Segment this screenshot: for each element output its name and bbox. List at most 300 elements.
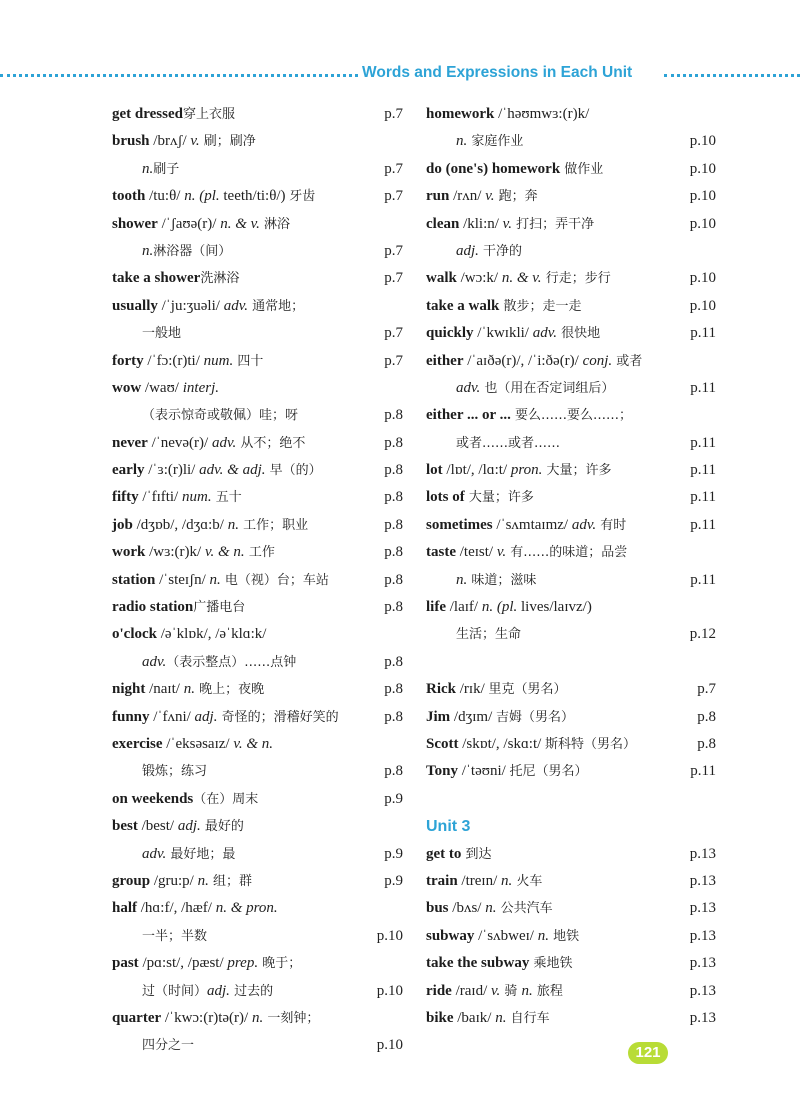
page-ref: p.12	[689, 626, 716, 643]
chinese-meaning: 通常地；	[247, 298, 305, 314]
phonetic: /əˈklɒk/, /əˈklɑ:k/	[157, 626, 267, 643]
chinese-meaning: 家庭作业	[467, 134, 524, 150]
headword: night	[112, 681, 146, 698]
headword: early	[112, 462, 145, 479]
phonetic: /lɒt/, /lɑ:t/	[442, 462, 511, 479]
chinese-meaning: 斯科特（男名）	[545, 736, 637, 752]
entry-text	[112, 457, 322, 484]
headword: o'clock	[112, 626, 157, 643]
entry-text	[112, 1005, 319, 1032]
chinese-meaning: 洗淋浴	[200, 271, 240, 287]
page-ref: p.8	[384, 653, 403, 670]
part-of-speech: num.	[181, 489, 212, 506]
phonetic: /dʒɪm/	[450, 708, 496, 725]
page-ref: p.10	[376, 982, 403, 999]
phonetic: /raɪd/	[451, 982, 491, 999]
entry-text	[426, 731, 636, 758]
chinese-meaning: 一半；半数	[142, 928, 208, 944]
page-ref: p.8	[384, 516, 403, 533]
part-of-speech: adv.	[211, 434, 237, 451]
chinese-meaning: 大量；许多	[542, 463, 612, 479]
entry-text	[426, 539, 627, 566]
entry-text	[426, 868, 542, 895]
part-of-speech: n.	[521, 982, 533, 999]
phonetic: /treɪn/	[457, 872, 501, 889]
chinese-meaning: 晚上；夜晚	[194, 682, 265, 698]
chinese-meaning: 地铁	[548, 928, 580, 944]
chinese-meaning: 电（视）台；车站	[220, 572, 329, 588]
headword: bus	[426, 900, 449, 917]
page-ref: p.10	[689, 270, 716, 287]
phonetic: /waʊ/	[141, 379, 183, 396]
phonetic: /ˈsʌmtaɪmz/	[492, 516, 572, 533]
headword: either ... or ...	[426, 407, 511, 424]
entry-text	[112, 895, 278, 922]
chinese-meaning: 做作业	[560, 161, 604, 177]
entry-text	[456, 430, 560, 457]
entry-text	[112, 704, 339, 731]
page-ref: p.8	[384, 571, 403, 588]
entry-text	[112, 786, 258, 813]
headword: do (one's) homework	[426, 160, 561, 177]
headword: Scott	[426, 735, 459, 752]
headword: ride	[426, 982, 452, 999]
chinese-meaning: 从不；绝不	[236, 435, 306, 451]
part-of-speech: n. & v.	[501, 270, 542, 287]
headword: brush	[112, 133, 150, 150]
entry-line	[112, 758, 403, 785]
headword: forty	[112, 352, 144, 369]
part-of-speech: v.	[502, 215, 512, 232]
phonetic: /ˈhəʊmwɜ:(r)k/	[494, 106, 590, 122]
chinese-meaning: 刷子	[153, 161, 180, 177]
entry-line	[112, 238, 403, 265]
phonetic: /ˈfʌni/	[149, 708, 195, 725]
entry-text	[142, 758, 207, 785]
page-ref: p.8	[384, 681, 403, 698]
entry-text	[142, 238, 231, 265]
entry-text	[142, 978, 273, 1005]
entry-text	[426, 950, 573, 977]
entry-text	[112, 950, 301, 977]
part-of-speech: interj.	[182, 379, 219, 396]
phonetic: /rɪk/	[456, 681, 489, 698]
headword: lot	[426, 462, 443, 479]
entry-text	[112, 676, 264, 703]
entry-text	[112, 375, 219, 402]
headword: work	[112, 544, 146, 561]
part-of-speech: adv.	[571, 516, 597, 533]
entry-text	[426, 211, 594, 238]
headword: radio station	[112, 599, 194, 616]
phonetic: /ˈaɪðə(r)/, /ˈi:ðə(r)/	[463, 352, 583, 369]
header-dotted-rule-right	[664, 74, 800, 77]
entry-line	[112, 101, 403, 128]
entry-text	[426, 156, 603, 183]
chinese-meaning: 也（用在否定词组后）	[480, 380, 615, 396]
entry-text	[426, 841, 492, 868]
headword: shower	[112, 215, 158, 232]
phonetic: /baɪk/	[453, 1009, 496, 1026]
page-ref: p.11	[690, 325, 716, 342]
chinese-meaning: 公共汽车	[496, 901, 553, 917]
chinese-meaning: 最好的	[200, 819, 244, 835]
page-ref: p.13	[689, 872, 716, 889]
phonetic: /teɪst/	[456, 544, 497, 561]
entry-text	[426, 758, 588, 785]
page-ref: p.10	[376, 1037, 403, 1054]
page-ref: p.10	[689, 297, 716, 314]
chinese-meaning: 很快地	[557, 326, 601, 342]
entry-text	[426, 1005, 550, 1032]
phonetic: /hɑ:f/, /hæf/	[137, 900, 216, 917]
page-ref: p.13	[689, 845, 716, 862]
entry-line	[112, 293, 403, 320]
part-of-speech: n. & pron.	[215, 900, 278, 917]
page-ref: p.8	[384, 489, 403, 506]
headword: bike	[426, 1009, 454, 1026]
entry-text	[112, 621, 266, 648]
page-ref: p.10	[376, 927, 403, 944]
part-of-speech: n.	[485, 900, 497, 917]
entry-line	[112, 183, 403, 210]
part-of-speech: n.	[251, 1009, 264, 1026]
chinese-meaning: 有……的味道；品尝	[506, 545, 628, 561]
headword: Jim	[426, 708, 451, 725]
entry-text	[426, 484, 534, 511]
entry-line	[426, 375, 716, 402]
plural-form: teeth/ti:θ/)	[219, 188, 290, 205]
phonetic: /best/	[137, 818, 178, 835]
headword: Rick	[426, 681, 456, 698]
chinese-meaning: 自行车	[506, 1010, 550, 1026]
entry-text	[426, 402, 632, 429]
entry-line	[112, 567, 403, 594]
entry-line	[112, 978, 403, 1005]
chinese-meaning: 晚于；	[258, 956, 302, 972]
chinese-meaning: 吉姆（男名）	[496, 709, 575, 725]
chinese-meaning: 一刻钟；	[263, 1010, 320, 1026]
entry-line	[112, 375, 403, 402]
phonetic: /pɑ:st/, /pæst/	[138, 955, 228, 972]
headword: station	[112, 571, 156, 588]
phonetic: /wɔ:k/	[456, 270, 502, 287]
part-of-speech: n.	[183, 681, 195, 698]
entry-line	[112, 402, 403, 429]
entry-line	[426, 621, 716, 648]
unit-heading: Unit 3	[426, 818, 471, 836]
chinese-meaning: 四十	[233, 353, 264, 369]
entry-line	[426, 923, 716, 950]
headword: take a walk	[426, 297, 500, 314]
part-of-speech: v. & n.	[204, 544, 245, 561]
chinese-meaning: 过去的	[229, 983, 274, 999]
phonetic: /tu:θ/	[145, 188, 185, 205]
entry-line	[112, 539, 403, 566]
part-of-speech: v.	[485, 188, 495, 205]
entry-line	[426, 676, 716, 703]
part-of-speech: adv.	[142, 653, 167, 670]
chinese-meaning: 五十	[211, 490, 242, 506]
entry-text	[112, 430, 305, 457]
phonetic: /ˈkwɪkli/	[473, 325, 533, 342]
page-ref: p.13	[689, 927, 716, 944]
phonetic: /ˈfɔ:(r)ti/	[143, 352, 204, 369]
page-ref: p.9	[384, 790, 403, 807]
headword: subway	[426, 927, 475, 944]
chinese-meaning: （表示整点）……点钟	[166, 654, 297, 670]
part-of-speech: n.	[209, 571, 221, 588]
entry-text	[426, 895, 553, 922]
headword: group	[112, 872, 151, 889]
page-ref: p.7	[384, 270, 403, 287]
chinese-meaning: 淋浴	[259, 216, 291, 232]
entry-text	[426, 101, 589, 128]
page-ref: p.13	[689, 955, 716, 972]
entry-line	[112, 211, 403, 238]
entry-line	[426, 758, 716, 785]
entry-line	[426, 567, 716, 594]
entry-text	[112, 813, 244, 840]
headword: usually	[112, 297, 158, 314]
headword: train	[426, 872, 458, 889]
entry-text	[112, 868, 252, 895]
chinese-meaning: 要么……要么……；	[510, 408, 632, 424]
entry-text	[426, 183, 538, 210]
entry-text	[112, 731, 273, 758]
headword: take a shower	[112, 270, 201, 287]
entry-line	[426, 731, 716, 758]
page-ref: p.8	[384, 407, 403, 424]
entry-text	[112, 539, 275, 566]
headword: take the subway	[426, 955, 530, 972]
part-of-speech: n.	[456, 571, 468, 588]
part-of-speech: v. & n.	[233, 735, 274, 752]
chinese-meaning: 淋浴器（间）	[153, 243, 232, 259]
entry-line	[112, 621, 403, 648]
entry-line	[112, 813, 403, 840]
part-of-speech: adv.	[456, 379, 481, 396]
part-of-speech: adv.	[142, 845, 167, 862]
part-of-speech: adv.	[223, 297, 248, 314]
entry-text	[426, 457, 612, 484]
chinese-meaning: 托尼（男名）	[509, 764, 588, 780]
entry-line	[426, 457, 716, 484]
phonetic: /ˈtəʊni/	[457, 763, 510, 780]
page-ref: p.10	[689, 188, 716, 205]
chinese-meaning: 里克（男名）	[488, 682, 567, 698]
chinese-meaning: 到达	[461, 846, 492, 862]
entry-line	[426, 484, 716, 511]
page-ref: p.9	[384, 845, 403, 862]
vocabulary-column-right	[426, 101, 716, 1032]
entry-text	[426, 676, 567, 703]
phonetic: /ˈfɪfti/	[138, 489, 182, 506]
entry-line	[426, 320, 716, 347]
entry-text	[426, 704, 574, 731]
chinese-meaning: 锻炼；练习	[142, 764, 208, 780]
part-of-speech: n.	[495, 1009, 507, 1026]
headword: wow	[112, 379, 142, 396]
header-title: Words and Expressions in Each Unit	[362, 64, 633, 81]
page-ref: p.8	[697, 708, 716, 725]
entry-text	[426, 512, 626, 539]
chinese-meaning: 奇怪的；滑稽好笑的	[217, 709, 339, 725]
chinese-meaning: （表示惊奇或敬佩）哇；呀	[142, 408, 299, 424]
page-ref: p.11	[690, 571, 716, 588]
part-of-speech: n. & v.	[220, 215, 260, 232]
phonetic: /gru:p/	[150, 872, 198, 889]
part-of-speech: v.	[496, 544, 507, 561]
page-ref: p.7	[384, 160, 403, 177]
headword: walk	[426, 270, 457, 287]
entry-line	[112, 430, 403, 457]
phonetic: /ˈsteɪʃn/	[155, 571, 210, 588]
entry-text	[112, 128, 256, 155]
phonetic: /dʒɒb/, /dʒɑ:b/	[132, 516, 228, 533]
chinese-meaning: 乘地铁	[529, 956, 573, 972]
entry-line	[112, 265, 403, 292]
entry-line	[112, 128, 403, 155]
part-of-speech: adv.	[532, 325, 557, 342]
entry-text	[142, 156, 179, 183]
entry-text	[142, 649, 296, 676]
chinese-meaning: 味道；滋味	[467, 572, 537, 588]
entry-text	[112, 101, 235, 128]
entry-line	[426, 512, 716, 539]
part-of-speech: n.	[227, 516, 239, 533]
phonetic: /ˈɜ:(r)li/	[144, 462, 200, 479]
entry-line	[426, 430, 716, 457]
entry-text	[112, 594, 245, 621]
entry-line	[112, 950, 403, 977]
entry-text	[112, 211, 290, 238]
part-of-speech: adv. & adj.	[199, 462, 266, 479]
headword: either	[426, 352, 464, 369]
entry-line	[112, 923, 403, 950]
page-ref: p.11	[690, 462, 716, 479]
page-ref: p.11	[690, 489, 716, 506]
page-ref: p.8	[384, 763, 403, 780]
headword: quickly	[426, 325, 474, 342]
entry-line	[112, 484, 403, 511]
part-of-speech: adj.	[207, 982, 230, 999]
phonetic: /bʌs/	[448, 900, 486, 917]
entry-line	[112, 704, 403, 731]
entry-line	[426, 211, 716, 238]
entry-line	[426, 841, 716, 868]
chinese-meaning: 散步；走一走	[499, 298, 582, 314]
phonetic: /ˈsʌbweɪ/	[474, 927, 538, 944]
page-ref: p.10	[689, 215, 716, 232]
entry-line	[426, 128, 716, 155]
headword: quarter	[112, 1009, 162, 1026]
page-ref: p.11	[690, 434, 716, 451]
entry-text	[112, 183, 315, 210]
entry-line	[112, 1005, 403, 1032]
chinese-meaning: 骑	[500, 983, 522, 999]
headword: half	[112, 900, 138, 917]
page-ref: p.10	[689, 133, 716, 150]
entry-text	[112, 265, 239, 292]
headword: Tony	[426, 763, 458, 780]
entry-text	[142, 923, 207, 950]
headword: job	[112, 516, 133, 533]
headword: best	[112, 818, 138, 835]
entry-line	[112, 594, 403, 621]
entry-line	[426, 704, 716, 731]
part-of-speech: n. (pl.	[481, 599, 518, 616]
page-ref: p.11	[690, 516, 716, 533]
part-of-speech: conj.	[582, 352, 613, 369]
section-gap	[426, 649, 716, 676]
entry-text	[112, 512, 308, 539]
chinese-meaning: 旅程	[532, 983, 563, 999]
part-of-speech: n.	[456, 133, 468, 150]
chinese-meaning: 生活；生命	[456, 627, 522, 643]
entry-line	[112, 457, 403, 484]
entry-line	[426, 868, 716, 895]
chinese-meaning: 一般地	[142, 326, 182, 342]
phonetic: /ˈju:ʒuəli/	[157, 297, 224, 314]
entry-text	[426, 348, 642, 375]
chinese-meaning: 火车	[512, 873, 543, 889]
entry-text	[112, 567, 329, 594]
chinese-meaning: 广播电台	[193, 600, 246, 616]
entry-line	[112, 512, 403, 539]
chinese-meaning: 跑；奔	[494, 189, 538, 205]
entry-text	[456, 567, 536, 594]
entry-text	[142, 320, 181, 347]
page-ref: p.8	[697, 735, 716, 752]
chinese-meaning: 大量；许多	[464, 490, 534, 506]
page-ref: p.7	[384, 325, 403, 342]
chinese-meaning: 工作；职业	[238, 517, 309, 533]
entry-line	[112, 841, 403, 868]
page-ref: p.7	[384, 242, 403, 259]
chinese-meaning: 或者……或者……	[456, 435, 561, 451]
entry-text	[112, 293, 304, 320]
entry-line	[426, 978, 716, 1005]
headword: past	[112, 955, 139, 972]
headword: never	[112, 434, 148, 451]
entry-line	[112, 786, 403, 813]
phonetic: /ˈkwɔ:(r)tə(r)/	[161, 1009, 252, 1026]
phonetic: /ˈeksəsaɪz/	[162, 735, 234, 752]
part-of-speech: num.	[203, 352, 234, 369]
headword: get dressed	[112, 106, 183, 122]
entry-line	[426, 183, 716, 210]
headword: on weekends	[112, 790, 194, 807]
part-of-speech: pron.	[510, 462, 543, 479]
vocabulary-column-left	[112, 101, 403, 1060]
entry-line	[426, 348, 716, 375]
entry-text	[426, 293, 581, 320]
part-of-speech: n. (pl.	[184, 188, 220, 205]
page-header	[0, 62, 800, 88]
page-ref: p.13	[689, 900, 716, 917]
entry-text	[426, 320, 600, 347]
chinese-meaning: 有时	[596, 517, 627, 533]
entry-text	[112, 348, 263, 375]
headword: clean	[426, 215, 460, 232]
phonetic: /laɪf/	[446, 599, 482, 616]
entry-line	[112, 676, 403, 703]
entry-text	[426, 594, 592, 621]
part-of-speech: v.	[490, 982, 501, 999]
headword: funny	[112, 708, 150, 725]
header-dotted-rule-left	[0, 74, 358, 77]
